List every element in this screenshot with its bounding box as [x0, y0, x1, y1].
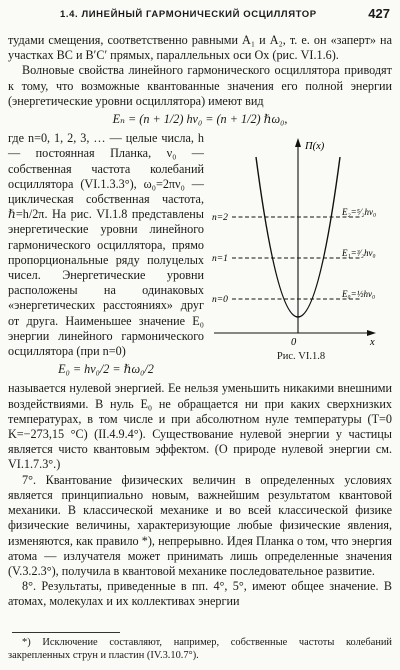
level-energy-label: E₁=³⁄₂hν₀ [342, 248, 376, 259]
paragraph-1: тудами смещения, соответственно равными A₁ и A₂, т. е. он «заперт» на участках BC и B′C′ прямых, параллельных оси Ox (рис. VI.1.6). [8, 33, 392, 63]
running-header-title: 1.4. ЛИНЕЙНЫЙ ГАРМОНИЧЕСКИЙ ОСЦИЛЛЯТОР [60, 9, 317, 20]
x-axis-arrow [367, 330, 376, 336]
level-n-label: n=1 [212, 254, 228, 265]
level-n-label: n=0 [212, 295, 228, 306]
paragraph-2: Волновые свойства линейного гармонического осциллятора приводят к тому, что возможные квантованные значения его полной энергии (энергетические уровни осциллятора) имеют вид [8, 63, 392, 108]
level-energy-label: E₂=⁵⁄₂hν₀ [342, 207, 377, 218]
y-axis-label: Π(x) [305, 141, 325, 153]
level-energy-label: E₀=½hν₀ [342, 289, 376, 300]
paragraph-5: 7°. Квантование физических величин в определенных условиях является принципиально новым, важнейшим результатом квантовой механики. В классической механике и во всей классической физике физические величины, характеризующие любые физические явления, изменяются, как правило *), непрерывно. Идея Планка о том, что энергия атома — излучателя может принимать лишь определенные значения (V.3.2.3°), получила в квантовой механике последовательное развитие. [8, 472, 392, 578]
figure-energy-levels [210, 135, 392, 367]
page-number: 427 [368, 6, 390, 21]
paragraph-4: называется нулевой энергией. Ее нельзя уменьшить никакими внешними воздействиями. В нуль E₀ не обращается ни при каких сверхнизких температурах, в том числе и при абсолютном нуле температуры (T=0 K=−273,15 °C) (II.4.9.4°). Существование нулевой энергии у частицы является чисто квантовым эффектом. (О природе нулевой энергии см. VI.1.7.3°.) [8, 381, 392, 472]
paragraph-3: где n=0, 1, 2, 3, … — целые числа, h — постоянная Планка, ν₀ — собственная частота колебаний осциллятора (VI.1.3.3°), ω₀=2πν₀ — циклическая собственная частота, ℏ=h/2π. На рис. VI.1.8 представлены энергетические уровни линейного гармонического осциллятора, прямо пропорциональные ряду полуцелых чисел. Энергетические уровни расположены на одинаковых «энергетических расстояниях» друг от друга. Наименьшее значение E₀ энергии линейного гармонического осциллятора (при n=0) [8, 131, 204, 359]
level-n-label: n=2 [212, 213, 228, 224]
zero-energy-formula: E₀ = hν₀/2 = ℏω₀/2 [58, 362, 154, 377]
footnote-divider [12, 632, 120, 633]
origin-label: 0 [291, 337, 297, 348]
y-axis-arrow [295, 138, 301, 147]
energy-levels-formula: Eₙ = (n + 1/2) hν₀ = (n + 1/2) ℏω₀, [112, 112, 288, 127]
paragraph-6: 8°. Результаты, приведенные в пп. 4°, 5°, имеют общее значение. В атомах, молекулах и их коллективах энергии [8, 579, 392, 609]
x-axis-label: x [370, 337, 375, 348]
main-text [8, 33, 392, 610]
running-header [0, 6, 400, 24]
footnote: *) Исключение составляют, например, собственные частоты колебаний закрепленных струн и пластин (IV.3.10.7°). [8, 637, 392, 661]
figure-caption: Рис. VI.1.8 [276, 351, 326, 363]
potential-well-diagram [210, 135, 392, 347]
